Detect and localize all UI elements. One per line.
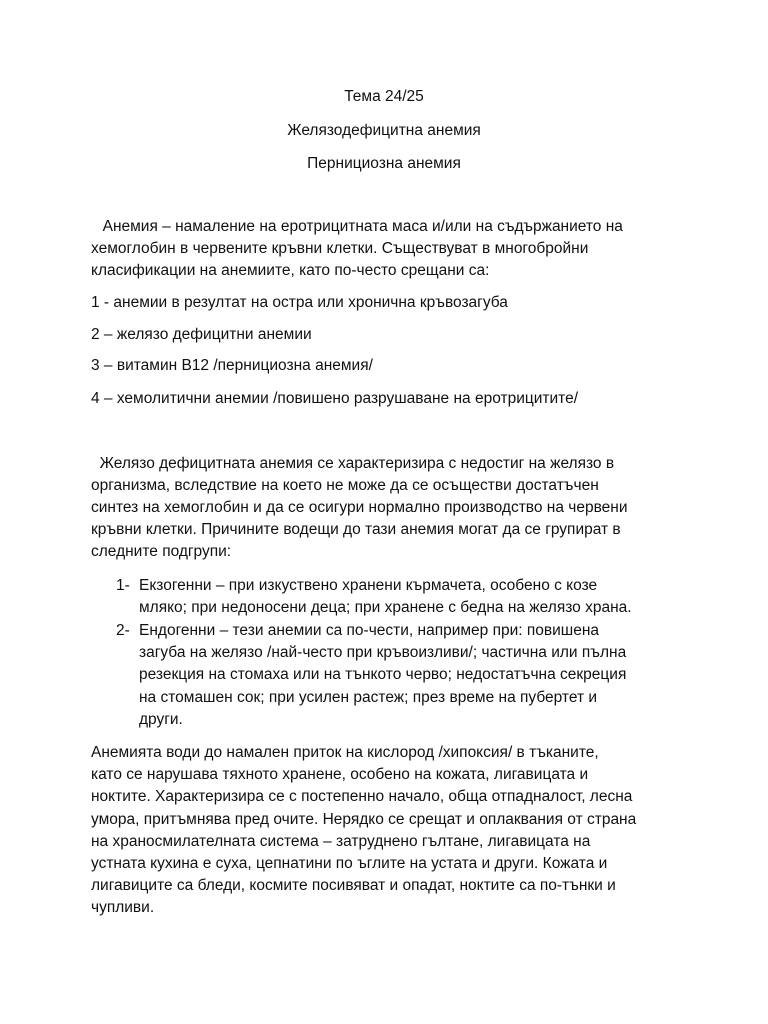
topic-heading: Тема 24/25 bbox=[344, 88, 424, 105]
symptoms-paragraph-line: чупливи. bbox=[91, 899, 155, 916]
classification-item: 3 – витамин В12 /пернициозна анемия/ bbox=[91, 357, 373, 374]
cause-item-line: други. bbox=[139, 711, 183, 728]
classification-item: 4 – хемолитични анемии /повишено разрушаване на еротрицитите/ bbox=[91, 390, 579, 407]
iron-paragraph-line: кръвни клетки. Причините водещи до тази анемия могат да се групират в bbox=[91, 521, 621, 538]
symptoms-paragraph-line: Анемията води до намален приток на кислород /хипоксия/ в тъканите, bbox=[91, 744, 599, 761]
list-number: 1- bbox=[116, 577, 130, 594]
cause-item-line: Ендогенни – тези анемии са по-чести, например при: повишена bbox=[139, 622, 600, 639]
title-pernicious: Пернициозна анемия bbox=[307, 155, 461, 172]
symptoms-paragraph-line: като се нарушава тяхното хранене, особено на кожата, лигавицата и bbox=[91, 766, 589, 783]
cause-item-line: загуба на желязо /най-често при кръвоизливи/; частична или пълна bbox=[139, 644, 627, 661]
cause-item-line: Екзогенни – при изкуствено хранени кърмачета, особено с козе bbox=[139, 577, 598, 594]
cause-item-line: резекция на стомаха или на тънкото черво; недостатъчна секреция bbox=[139, 666, 627, 683]
symptoms-paragraph-line: устната кухина е суха, цепнатини по ъглите на устата и други. Кожата и bbox=[91, 855, 608, 872]
classification-item: 2 – желязо дефицитни анемии bbox=[91, 326, 312, 343]
title-iron-deficiency: Желязодефицитна анемия bbox=[287, 122, 481, 139]
intro-line: класификации на анемиите, като по-често срещани са: bbox=[91, 262, 490, 279]
symptoms-paragraph-line: ноктите. Характеризира се с постепенно начало, обща отпадналост, лесна bbox=[91, 788, 633, 805]
symptoms-paragraph-line: на храносмилателната система – затруднено гълтане, лигавицата на bbox=[91, 833, 591, 850]
symptoms-paragraph-line: лигавиците са бледи, космите посивяват и опадат, ноктите са по-тънки и bbox=[91, 877, 616, 894]
symptoms-paragraph-line: умора, притъмнява пред очите. Нерядко се срещат и оплаквания от страна bbox=[91, 811, 637, 828]
iron-paragraph-line: следните подгрупи: bbox=[91, 543, 232, 560]
iron-paragraph-line: синтез на хемоглобин и да се осигури нормално производство на червени bbox=[91, 499, 628, 516]
iron-paragraph-line: Желязо дефицитната анемия се характеризира с недостиг на желязо в bbox=[91, 455, 615, 472]
intro-line: хемоглобин в червените кръвни клетки. Съществуват в многобройни bbox=[91, 240, 589, 257]
intro-line: Анемия – намаление на еротрицитната маса и/или на съдържанието на bbox=[94, 218, 623, 235]
iron-paragraph-line: организма, вследствие на което не може да се осъществи достатъчен bbox=[91, 477, 599, 494]
list-number: 2- bbox=[116, 622, 130, 639]
cause-item-line: мляко; при недоносени деца; при хранене с бедна на желязо храна. bbox=[139, 599, 632, 616]
cause-item-line: на стомашен сок; при усилен растеж; през време на пубертет и bbox=[139, 689, 598, 706]
classification-item: 1 - анемии в резултат на остра или хронична кръвозагуба bbox=[91, 294, 508, 311]
